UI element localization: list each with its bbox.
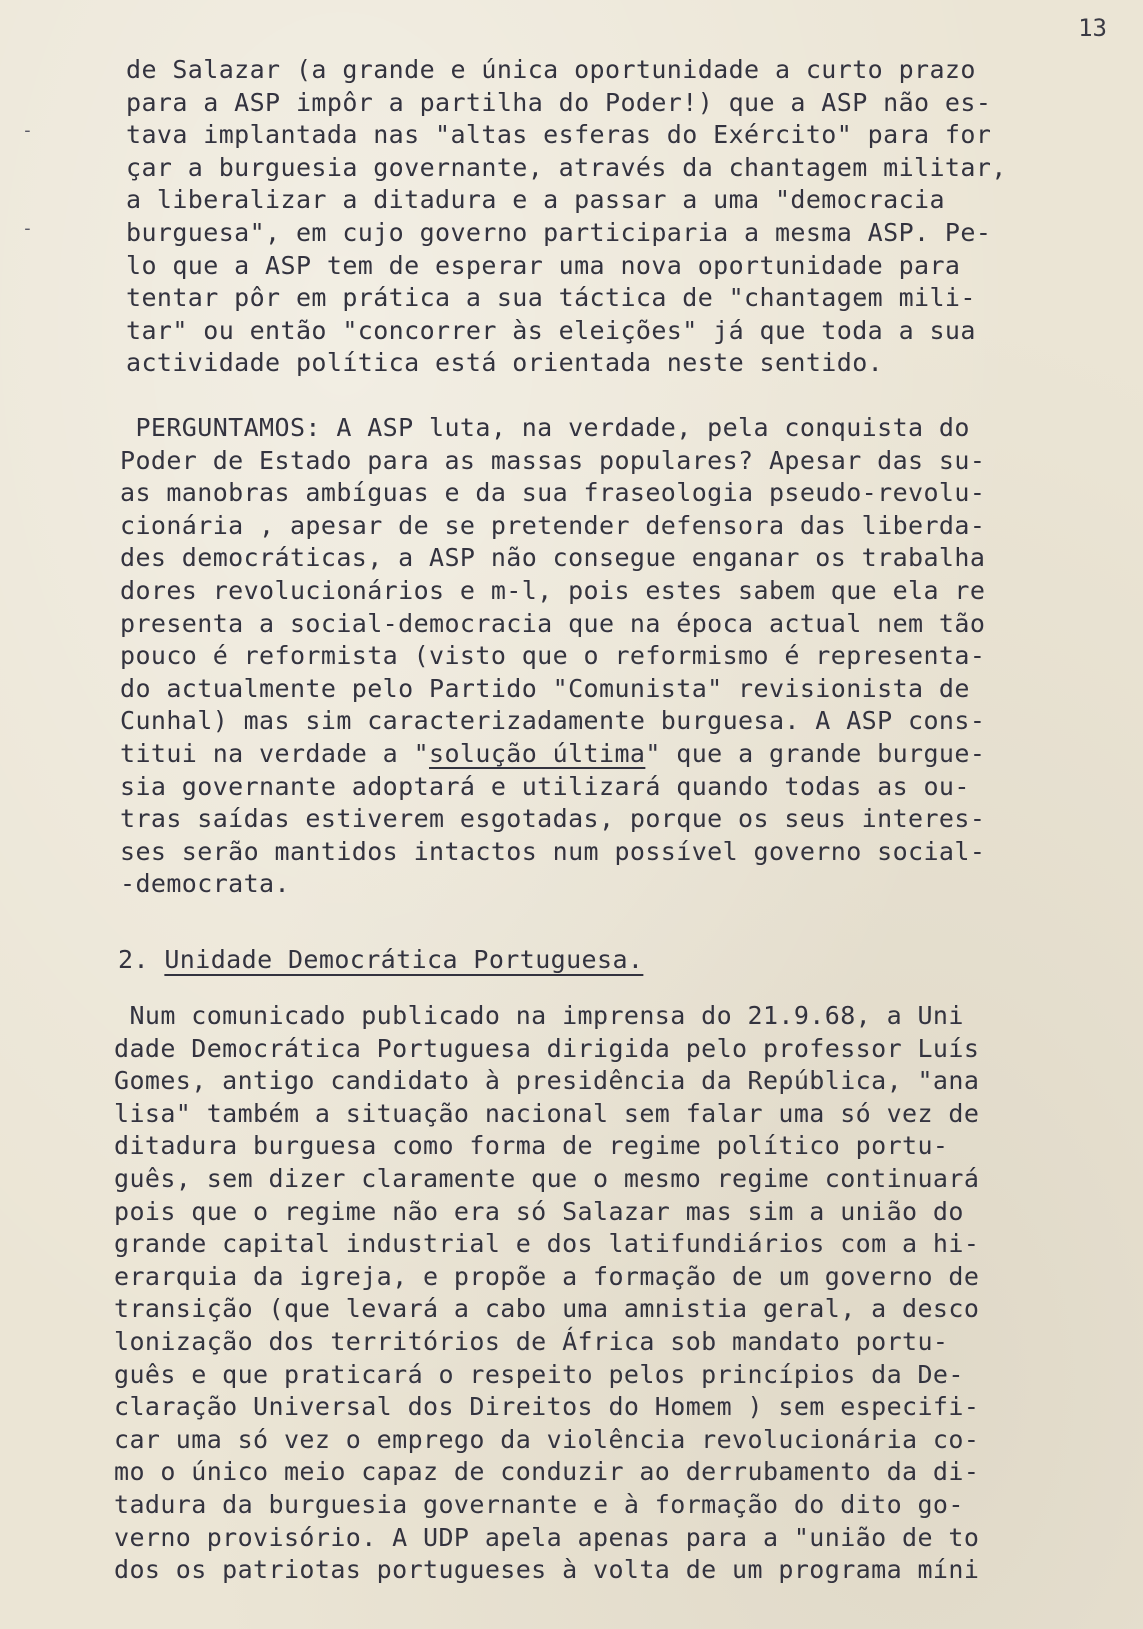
line-suffix: " que a grande burgue- xyxy=(645,738,986,768)
text-line: ses serão mantidos intactos num possível governo social- xyxy=(120,836,986,866)
text-line: çar a burguesia governante, através da chantagem militar, xyxy=(126,152,1007,182)
text-line: guês, sem dizer claramente que o mesmo regime continuará xyxy=(114,1163,980,1193)
paragraph-perguntamos xyxy=(120,412,1105,901)
text-line: as manobras ambíguas e da sua fraseologia pseudo-revolu- xyxy=(120,478,986,508)
text-line: claração Universal dos Direitos do Homem ) sem especifi- xyxy=(114,1392,980,1422)
text-line: Gomes, antigo candidato à presidência da República, "ana xyxy=(114,1066,980,1096)
text-line: grande capital industrial e dos latifundiários com a hi- xyxy=(114,1229,980,1259)
text-line: dos os patriotas portugueses à volta de um programa míni xyxy=(114,1555,980,1585)
text-line: presenta a social-democracia que na época actual nem tão xyxy=(120,608,986,638)
text-line: Poder de Estado para as massas populares? Apesar das su- xyxy=(120,445,986,475)
text-line: tar" ou então "concorrer às eleições" já que toda a sua xyxy=(126,315,976,345)
text-line: guês e que praticará o respeito pelos princípios da De- xyxy=(114,1359,964,1389)
section-number: 2. xyxy=(118,945,149,974)
section-heading xyxy=(118,945,643,974)
text-line: tadura da burguesia governante e à formação do dito go- xyxy=(114,1489,964,1519)
text-line: burguesa", em cujo governo participaria a mesma ASP. Pe- xyxy=(126,217,992,247)
section-title: Unidade Democrática Portuguesa. xyxy=(164,945,644,974)
text-line: mo o único meio capaz de conduzir ao derrubamento da di- xyxy=(114,1457,980,1487)
paragraph-udp xyxy=(114,1000,1104,1587)
text-line: transição (que levará a cabo uma amnistia geral, a desco xyxy=(114,1294,980,1324)
text-line: erarquia da igreja, e propõe a formação de um governo de xyxy=(114,1261,980,1291)
text-line: para a ASP impôr a partilha do Poder!) que a ASP não es- xyxy=(126,87,992,117)
margin-mark: - xyxy=(22,120,33,141)
text-line: des democráticas, a ASP não consegue enganar os trabalha xyxy=(120,543,986,573)
text-line: Cunhal) mas sim caracterizadamente burguesa. A ASP cons- xyxy=(120,706,986,736)
line-prefix: titui na verdade a " xyxy=(120,738,430,768)
margin-mark: - xyxy=(22,218,33,239)
text-line: lonização dos territórios de África sob mandato portu- xyxy=(114,1326,949,1356)
text-line: actividade política está orientada neste sentido. xyxy=(126,348,884,378)
paragraph-asp-continuation xyxy=(126,54,1106,380)
text-line: a liberalizar a ditadura e a passar a uma "democracia xyxy=(126,185,945,215)
text-line: tentar pôr em prática a sua táctica de "chantagem mili- xyxy=(126,283,976,313)
text-line: tras saídas estiverem esgotadas, porque os seus interes- xyxy=(120,804,986,834)
text-line: de Salazar (a grande e única oportunidade a curto prazo xyxy=(126,55,976,84)
text-line: dores revolucionários e m-l, pois estes sabem que ela re xyxy=(120,575,986,605)
text-line: ditadura burguesa como forma de regime político portu- xyxy=(114,1131,949,1161)
text-line: Num comunicado publicado na imprensa do 21.9.68, a Uni xyxy=(114,1001,964,1030)
text-line: tava implantada nas "altas esferas do Exército" para for xyxy=(126,120,992,150)
text-line: car uma só vez o emprego da violência revolucionária co- xyxy=(114,1424,980,1454)
text-line: -democrata. xyxy=(120,869,290,899)
text-line: pois que o regime não era só Salazar mas sim a união do xyxy=(114,1196,964,1226)
text-line: pouco é reformista (visto que o reformismo é representa- xyxy=(120,641,986,671)
text-line: PERGUNTAMOS: A ASP luta, na verdade, pela conquista do xyxy=(120,413,970,442)
text-line: dade Democrática Portuguesa dirigida pelo professor Luís xyxy=(114,1033,980,1063)
page-number: 13 xyxy=(1078,14,1107,42)
underlined-phrase: solução última xyxy=(429,738,646,768)
text-line: verno provisório. A UDP apela apenas para a "união de to xyxy=(114,1522,980,1552)
text-line: sia governante adoptará e utilizará quando todas as ou- xyxy=(120,771,970,801)
text-line: cionária , apesar de se pretender defensora das liberda- xyxy=(120,510,986,540)
text-line: lo que a ASP tem de esperar uma nova oportunidade para xyxy=(126,250,961,280)
text-line: do actualmente pelo Partido "Comunista" revisionista de xyxy=(120,673,970,703)
text-line-with-underline xyxy=(120,738,1105,771)
text-line: lisa" também a situação nacional sem falar uma só vez de xyxy=(114,1098,980,1128)
